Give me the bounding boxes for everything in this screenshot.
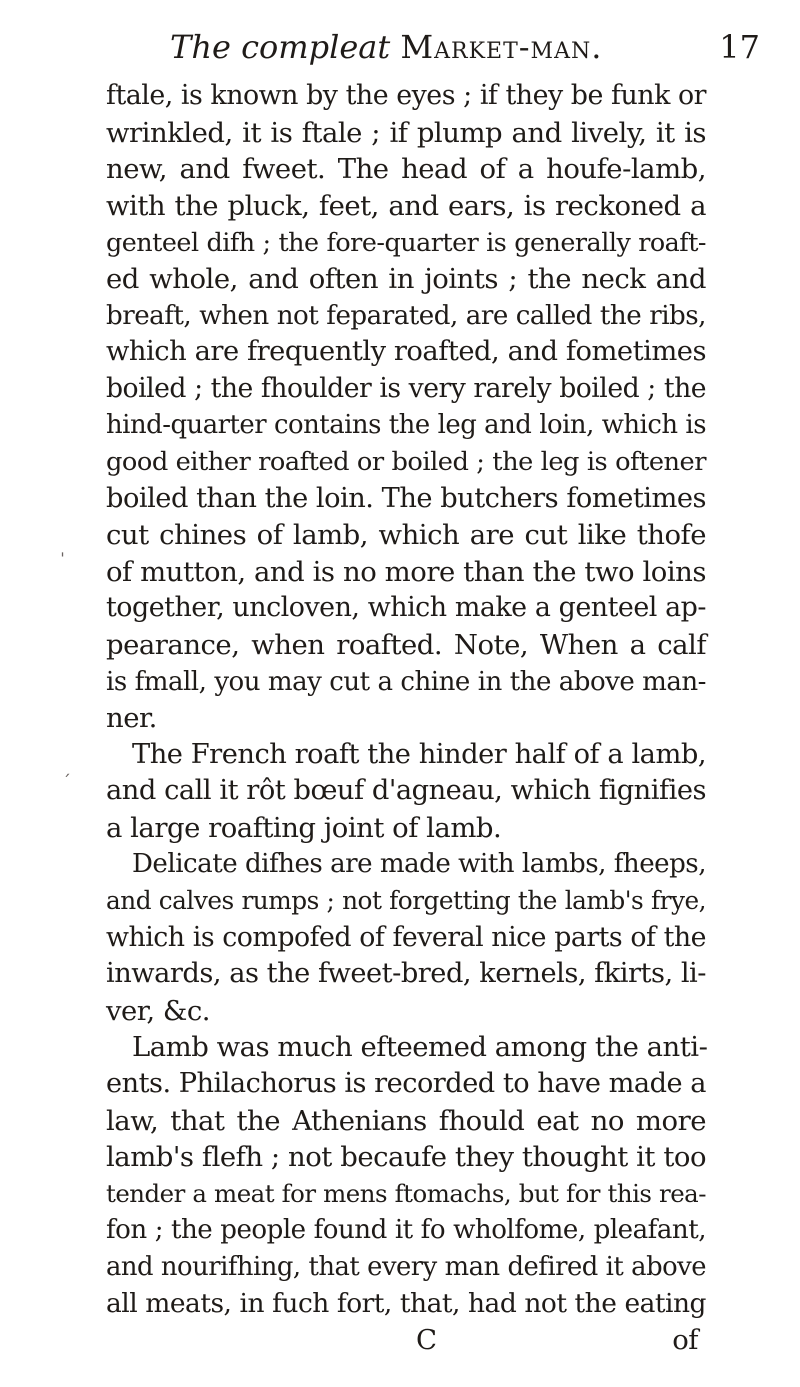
- text-line: law, that the Athenians fhould eat no more: [106, 1104, 706, 1137]
- text-line: ver, &c.: [106, 994, 211, 1027]
- running-head-title-caps: Market-man.: [400, 28, 603, 66]
- margin-tick-mark: ˈ: [60, 550, 65, 571]
- text-line: inwards, as the fweet-bred, kernels, fkirts, li-: [106, 958, 706, 990]
- text-line: tender a meat for mens ftomachs, but for this rea-: [106, 1178, 706, 1208]
- text-line: of mutton, and is no more than the two loins: [106, 555, 706, 588]
- text-line: which is compofed of feveral nice parts of the: [106, 921, 706, 953]
- text-line: and nourifhing, that every man defired it above: [106, 1252, 706, 1282]
- text-line: with the pluck, feet, and ears, is reckoned a: [106, 189, 706, 222]
- text-line: genteel difh ; the fore-quarter is generally roaft-: [106, 227, 706, 258]
- running-head: [170, 22, 770, 72]
- text-line: a large roafting joint of lamb.: [106, 811, 502, 844]
- text-line: cut chines of lamb, which are cut like thofe: [106, 519, 706, 552]
- text-line: ed whole, and often in joints ; the neck and: [106, 262, 706, 295]
- text-line: and call it rôt bœuf d'agneau, which fignifies: [106, 775, 706, 807]
- text-line: all meats, in fuch fort, that, had not the eating: [106, 1287, 706, 1319]
- text-line: Delicate difhes are made with lambs, fheeps,: [132, 849, 706, 880]
- page-number: 17: [719, 28, 760, 66]
- text-line: lamb's flefh ; not becaufe they thought it too: [106, 1141, 706, 1174]
- text-line: The French roaft the hinder half of a lamb,: [132, 738, 706, 770]
- text-line: new, and fweet. The head of a houfe-lamb,: [106, 153, 706, 186]
- text-line: good either roafted or boiled ; the leg is oftener: [106, 446, 706, 477]
- text-line: fon ; the people found it fo wholfome, pleafant,: [106, 1215, 706, 1246]
- text-line: and calves rumps ; not forgetting the lamb's frye,: [106, 886, 706, 916]
- text-line: boiled than the loin. The butchers fometimes: [106, 482, 706, 514]
- text-line: hind-quarter contains the leg and loin, which is: [106, 410, 706, 441]
- catchword-line: [106, 1322, 706, 1359]
- running-head-title-italic: The compleat: [170, 28, 391, 66]
- text-line: is fmall, you may cut a chine in the above man-: [106, 666, 706, 697]
- text-line: breaft, when not feparated, are called the ribs,: [106, 300, 706, 331]
- text-line: Lamb was much efteemed among the anti-: [132, 1031, 708, 1064]
- text-line: ner.: [106, 702, 157, 735]
- text-line: boiled ; the fhoulder is very rarely boiled ; the: [106, 372, 706, 404]
- text-line: together, uncloven, which make a genteel ap-: [106, 592, 706, 624]
- signature-mark: C: [416, 1324, 437, 1357]
- catchword: of: [672, 1324, 698, 1357]
- text-line: wrinkled, it is ftale ; if plump and lively, it is: [106, 116, 706, 149]
- body-text: [106, 78, 706, 1359]
- text-line: ents. Philachorus is recorded to have made a: [106, 1068, 706, 1100]
- text-line: ftale, is known by the eyes ; if they be funk or: [106, 80, 706, 111]
- text-line: which are frequently roafted, and fometimes: [106, 336, 706, 368]
- margin-tick-mark: ˊ: [62, 772, 71, 793]
- text-line: pearance, when roafted. Note, When a calf: [106, 628, 706, 661]
